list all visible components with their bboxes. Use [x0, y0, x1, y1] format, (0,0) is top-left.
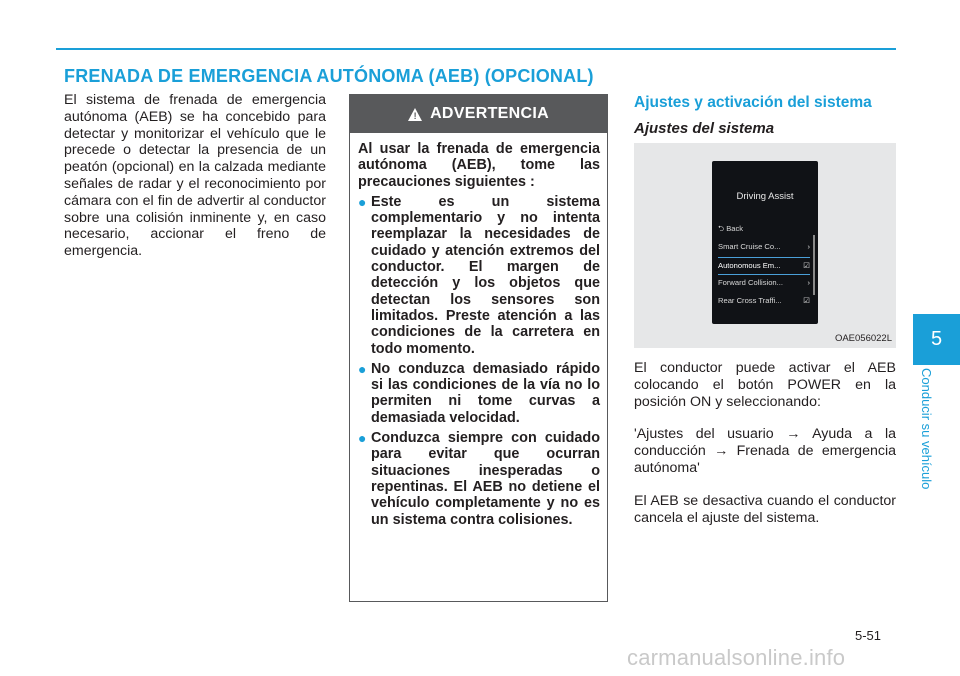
screen-menu-item-selected: Autonomous Em... ☑	[718, 257, 810, 275]
screen-menu-item: Forward Collision... ›	[718, 275, 810, 291]
body-paragraph: El AEB se desactiva cuando el conductor cancela el ajuste del sistema.	[634, 492, 896, 526]
warning-bullet: ● No conduzca demasiado rápido si las condiciones de la vía no lo permiten ni tome curvas a demasiada velocidad.	[358, 360, 600, 426]
warning-list	[358, 194, 600, 528]
warning-bullet: ● Conduzca siempre con cuidado para evitar que ocurran situaciones inesperadas o repentinas. El AEB no detiene el vehículo completamente y no es un sistema contra colisiones.	[358, 430, 600, 528]
figure-code: OAE056022L	[834, 333, 892, 344]
chevron-right-icon: ›	[807, 278, 810, 287]
screen-menu-item: Smart Cruise Co... ›	[718, 239, 810, 255]
checkbox-icon: ☑	[803, 296, 810, 305]
screen-scrollbar	[813, 235, 815, 295]
body-paragraph: El conductor puede activar el AEB colocando el botón POWER en la posición ON y seleccionando:	[634, 360, 896, 410]
body-paragraph: 'Ajustes del usuario → Ayuda a la conducción → Frenada de emergencia autónoma'	[634, 426, 896, 476]
warning-intro: Al usar la frenada de emergencia autónoma (AEB), tome las precauciones siguientes :	[358, 141, 600, 190]
back-arrow-icon: ⮌	[718, 224, 727, 233]
settings-figure	[634, 143, 896, 348]
checkbox-icon: ☑	[803, 261, 810, 270]
screen-back-item: ⮌ Back	[718, 224, 744, 233]
chevron-right-icon: ›	[807, 242, 810, 251]
chapter-tab: 5	[913, 314, 960, 365]
page-number: 5-51	[855, 628, 882, 643]
chapter-sidebar	[919, 368, 944, 508]
activation-text	[634, 360, 896, 542]
warning-box	[349, 94, 608, 602]
subheading: Ajustes y activación del sistema	[634, 94, 872, 111]
screen-menu-item: Rear Cross Traffi... ☑	[718, 293, 810, 309]
section-title: FRENADA DE EMERGENCIA AUTÓNOMA (AEB) (OPCIONAL)	[64, 66, 594, 86]
warning-body	[350, 133, 607, 528]
cluster-screen	[712, 161, 818, 324]
warning-bullet: ● Este es un sistema complementario y no intenta reemplazar la necesidades de cuidado y atención extremos del conductor. El margen de detección y los objetos que detectan los sensores son limitados. Preste atención a las condiciones de la carretera en todo momento.	[358, 193, 600, 357]
chapter-title: Conducir su vehículo	[919, 368, 934, 490]
watermark: carmanualsonline.info	[627, 645, 846, 670]
screen-title: Driving Assist	[736, 191, 794, 202]
subsubheading: Ajustes del sistema	[634, 120, 775, 137]
header-rule	[56, 48, 896, 50]
intro-paragraph: El sistema de frenada de emergencia autónoma (AEB) se ha concebido para detectar y monitorizar el vehículo que le precede o detectar la presencia de un peatón (opcional) en la calzada mediante señales de radar y el reconocimiento por cámara con el fin de advertir al conductor sobre una colisión inminente y, en caso necesario, accionar el freno de emergencia.	[64, 92, 326, 260]
bullet-dot-icon: ●	[358, 360, 367, 377]
warning-header	[350, 95, 607, 133]
warning-triangle-icon: !	[408, 108, 422, 121]
warning-title: ADVERTENCIA	[430, 105, 549, 122]
bullet-dot-icon: ●	[358, 193, 367, 210]
bullet-dot-icon: ●	[358, 430, 367, 447]
